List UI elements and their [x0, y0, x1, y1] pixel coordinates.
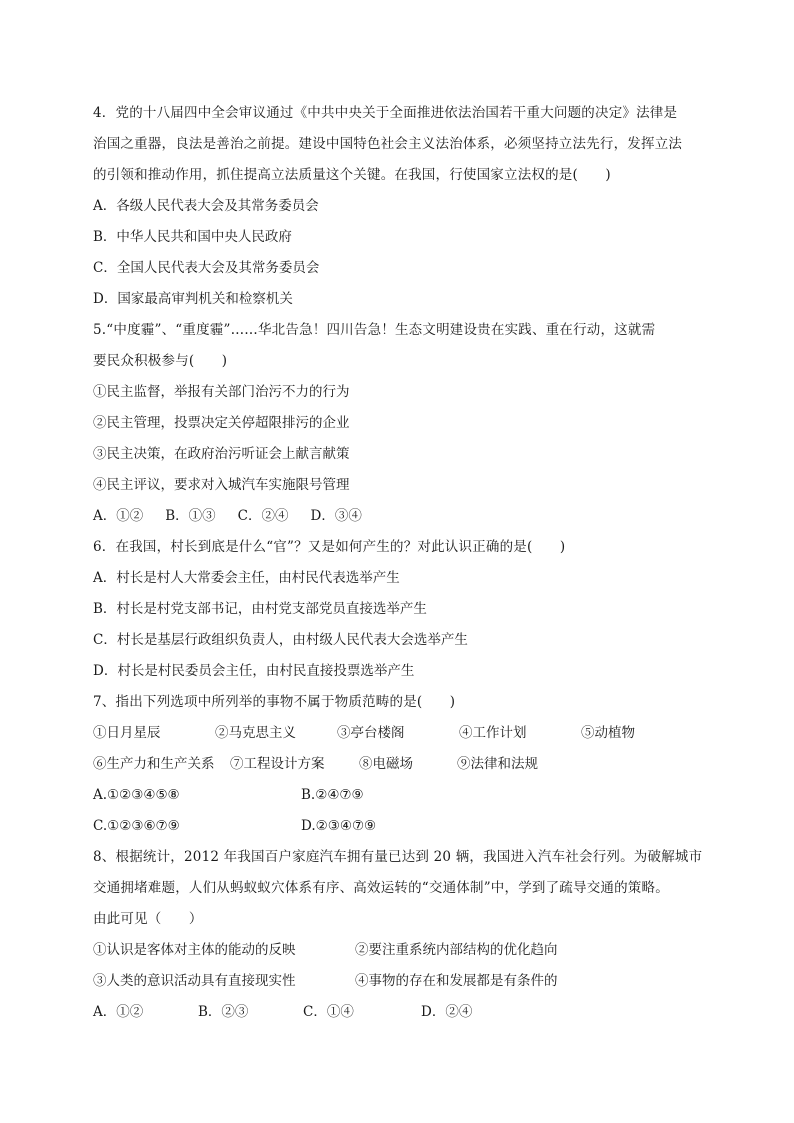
question-7-items-row-2 — [93, 749, 703, 780]
question-6-option-d: D．村长是村民委员会主任，由村民直接投票选举产生 — [93, 663, 415, 679]
question-7-item-6: ⑥生产力和生产关系 — [93, 756, 215, 772]
question-6 — [93, 532, 703, 687]
question-8-stem-line-3: 由此可见（ ） — [93, 911, 203, 927]
question-7-item-5: ⑤动植物 — [581, 725, 635, 741]
question-7-item-4: ④工作计划 — [459, 725, 527, 741]
question-7-item-8: ⑧电磁场 — [359, 756, 413, 772]
question-4-option-d: D．国家最高审判机关和检察机关 — [93, 291, 293, 307]
question-5-stem-line-1: 5.“中度霾”、“重度霾”……华北告急！四川告急！生态文明建设贵在实践、重在行动，这就需 — [93, 322, 656, 338]
question-7-option-d: D.②③④⑦⑨ — [301, 818, 377, 834]
question-5-option-d: D．③④ — [310, 508, 362, 524]
question-8-items-row-2 — [93, 966, 703, 997]
question-4 — [93, 98, 703, 315]
question-7-option-b: B.②④⑦⑨ — [301, 787, 364, 803]
question-5 — [93, 315, 703, 532]
question-7-item-3: ③亭台楼阁 — [337, 725, 405, 741]
question-4-option-a: A．各级人民代表大会及其常务委员会 — [93, 198, 319, 214]
question-5-option-c: C．②④ — [237, 508, 289, 524]
question-8-option-c: C．①④ — [303, 1004, 354, 1020]
question-6-option-b: B．村长是村党支部书记，由村党支部党员直接选举产生 — [93, 601, 427, 617]
question-5-item-4: ④民主评议，要求对入城汽车实施限号管理 — [93, 477, 350, 493]
question-6-option-a: A．村长是村人大常委会主任，由村民代表选举产生 — [93, 570, 400, 586]
question-7-options-row-1 — [93, 780, 703, 811]
question-7-option-a: A.①②③④⑤⑧ — [93, 787, 180, 803]
question-8-options — [93, 997, 703, 1028]
question-6-stem-line-1: 6．在我国，村长到底是什么“官”？又是如何产生的？对此认识正确的是( ) — [93, 539, 566, 555]
question-8-item-4: ④事物的存在和发展都是有条件的 — [355, 973, 558, 989]
question-7-stem-line-1: 7、指出下列选项中所列举的事物不属于物质范畴的是( ) — [93, 694, 456, 710]
question-8-stem-line-2: 交通拥堵难题，人们从蚂蚁蚁穴体系有序、高效运转的“交通体制”中，学到了疏导交通的策略。 — [93, 880, 669, 896]
question-7-item-7: ⑦工程设计方案 — [230, 756, 325, 772]
question-5-stem-line-2: 要民众积极参与( ) — [93, 353, 228, 369]
question-4-option-c: C．全国人民代表大会及其常务委员会 — [93, 260, 320, 276]
question-5-item-1: ①民主监督，举报有关部门治污不力的行为 — [93, 384, 350, 400]
question-7-item-2: ②马克思主义 — [215, 725, 296, 741]
question-7-items-row-1 — [93, 718, 703, 749]
question-8-option-d: D．②④ — [421, 1004, 473, 1020]
question-5-item-3: ③民主决策，在政府治污听证会上献言献策 — [93, 446, 350, 462]
question-5-option-a: A．①② — [93, 508, 144, 524]
question-5-item-2: ②民主管理，投票决定关停超限排污的企业 — [93, 415, 350, 431]
question-4-option-b: B．中华人民共和国中央人民政府 — [93, 229, 292, 245]
question-5-option-b: B．①③ — [165, 508, 216, 524]
question-8-item-3: ③人类的意识活动具有直接现实性 — [93, 973, 296, 989]
question-8 — [93, 842, 703, 1028]
question-8-option-a: A．①② — [93, 1004, 144, 1020]
question-7 — [93, 687, 703, 842]
question-4-stem-line-3: 的引领和推动作用，抓住提高立法质量这个关键。在我国，行使国家立法权的是( ) — [93, 167, 611, 183]
question-4-stem-line-2: 治国之重器，良法是善治之前提。建设中国特色社会主义法治体系，必须坚持立法先行，发挥立法 — [93, 136, 683, 152]
question-7-item-9: ⑨法律和法规 — [457, 756, 538, 772]
question-8-option-b: B．②③ — [198, 1004, 249, 1020]
question-8-stem-line-1: 8、根据统计，2012 年我国百户家庭汽车拥有量已达到 20 辆，我国进入汽车社会行列。为破解城市 — [93, 849, 703, 865]
question-5-options — [93, 501, 703, 532]
question-8-items-row-1 — [93, 935, 703, 966]
question-8-item-2: ②要注重系统内部结构的优化趋向 — [355, 942, 558, 958]
question-7-item-1: ①日月星辰 — [93, 725, 161, 741]
question-7-options-row-2 — [93, 811, 703, 842]
question-6-option-c: C．村长是基层行政组织负责人，由村级人民代表大会选举产生 — [93, 632, 468, 648]
question-4-stem-line-1: 4．党的十八届四中全会审议通过《中共中央关于全面推进依法治国若干重大问题的决定》法律是 — [93, 105, 678, 121]
question-7-option-c: C.①②③⑥⑦⑨ — [93, 818, 180, 834]
exam-page — [93, 98, 703, 1028]
question-8-item-1: ①认识是客体对主体的能动的反映 — [93, 942, 296, 958]
